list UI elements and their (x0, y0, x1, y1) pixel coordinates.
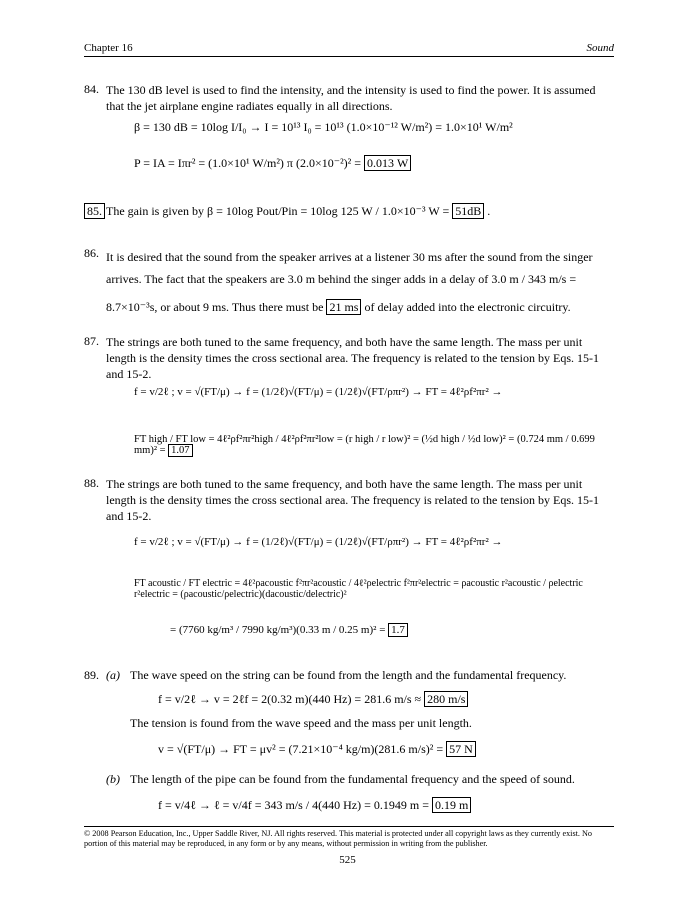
problem-text: The 130 dB level is used to find the intensity, and the intensity is used to find the power. It is assumed that the jet airplane engine radiates equally in all directions. (106, 83, 596, 113)
problem-text: The strings are both tuned to the same frequency, and both have the same length. The mass per unit length is the density times the cross sectional area. The frequency is related to the tension by Eqs. 15-1 and 15-2. (106, 477, 599, 523)
equation: f = v/4ℓ → ℓ = v/4f = 343 m/s / 4(440 Hz) = 0.1949 m = 0.19 m (158, 798, 471, 813)
page-header (84, 42, 614, 57)
answer-box: 1.07 (168, 444, 192, 457)
part-label: (b) (106, 772, 120, 786)
answer-box: 0.013 W (364, 155, 411, 171)
answer-box: 1.7 (388, 623, 408, 637)
problem-number: 88. (84, 476, 99, 490)
problem-number: 87. (84, 334, 99, 348)
problem-number: 89. (84, 668, 99, 682)
answer-box: 57 N (446, 741, 476, 757)
part-label: (a) (106, 668, 120, 682)
equation: FT acoustic / FT electric = 4ℓ²ρacoustic f²πr²acoustic / 4ℓ²ρelectric f²πr²electric = ρacoustic r²acoustic / ρelectric r²electric = (ρacoustic/ρelectric)(dacoustic/delectric)² (134, 578, 583, 600)
equation: f = v/2ℓ → v = 2ℓf = 2(0.32 m)(440 Hz) = 281.6 m/s ≈ 280 m/s (158, 692, 468, 707)
equation: P = IA = Iπr² = (1.0×10¹ W/m²) π (2.0×10⁻²)² = 0.013 W (134, 156, 411, 171)
page-number: 525 (339, 854, 356, 866)
problem-text: It is desired that the sound from the speaker arrives at a listener 30 ms after the sound from the singer arrives. The fact that the speakers are 3.0 m behind the singer adds in a delay of 3.0 m / 343 m/s = (106, 250, 593, 286)
answer-box: 51dB (452, 203, 484, 219)
problem-number: 85. (84, 203, 105, 219)
problem-text: The length of the pipe can be found from the fundamental frequency and the speed of sound. (130, 772, 575, 786)
problem-number: 84. (84, 82, 99, 96)
answer-box: 21 ms (326, 299, 361, 315)
equation: = (7760 kg/m³ / 7990 kg/m³)(0.33 m / 0.25 m)² = 1.7 (170, 624, 408, 636)
problem-number: 86. (84, 246, 99, 260)
equation: β = 130 dB = 10log I/I₀ → I = 10¹³ I₀ = 10¹³ (1.0×10⁻¹² W/m²) = 1.0×10¹ W/m² (134, 120, 513, 134)
equation: f = v/2ℓ ; v = √(FT/μ) → f = (1/2ℓ)√(FT/μ) = (1/2ℓ)√(FT/ρπr²) → FT = 4ℓ²ρf²πr² → (134, 536, 503, 548)
answer-box: 280 m/s (424, 691, 468, 707)
answer-box: 0.19 m (432, 797, 471, 813)
equation: 8.7×10⁻³s, or about 9 ms. Thus there must be 21 ms of delay added into the electronic circuitry. (106, 300, 571, 314)
problem-text: The wave speed on the string can be found from the length and the fundamental frequency. (130, 668, 567, 682)
section-title: Sound (586, 42, 614, 54)
equation: FT high / FT low = 4ℓ²ρf²πr²high / 4ℓ²ρf²πr²low = (r high / r low)² = (½d high / ½d low)² = (0.724 mm / 0.699 mm)² = 1.07 (134, 434, 595, 456)
chapter-label: Chapter 16 (84, 42, 133, 54)
equation: The gain is given by β = 10log Pout/Pin = 10log 125 W / 1.0×10⁻³ W = 51dB . (106, 204, 491, 218)
equation: f = v/2ℓ ; v = √(FT/μ) → f = (1/2ℓ)√(FT/μ) = (1/2ℓ)√(FT/ρπr²) → FT = 4ℓ²ρf²πr² → (134, 386, 503, 398)
problem-text: The tension is found from the wave speed and the mass per unit length. (130, 716, 472, 730)
problem-text: The strings are both tuned to the same frequency, and both have the same length. The mass per unit length is the density times the cross sectional area. The frequency is related to the tension by Eqs. 15-1 and 15-2. (106, 335, 599, 381)
copyright-notice: © 2008 Pearson Education, Inc., Upper Saddle River, NJ. All rights reserved. This material is protected under all copyright laws as they currently exist. No portion of this material may be reproduced, in any form or by any means, without permission in writing from the publisher. (84, 826, 614, 849)
equation: v = √(FT/μ) → FT = μv² = (7.21×10⁻⁴ kg/m)(281.6 m/s)² = 57 N (158, 742, 476, 757)
